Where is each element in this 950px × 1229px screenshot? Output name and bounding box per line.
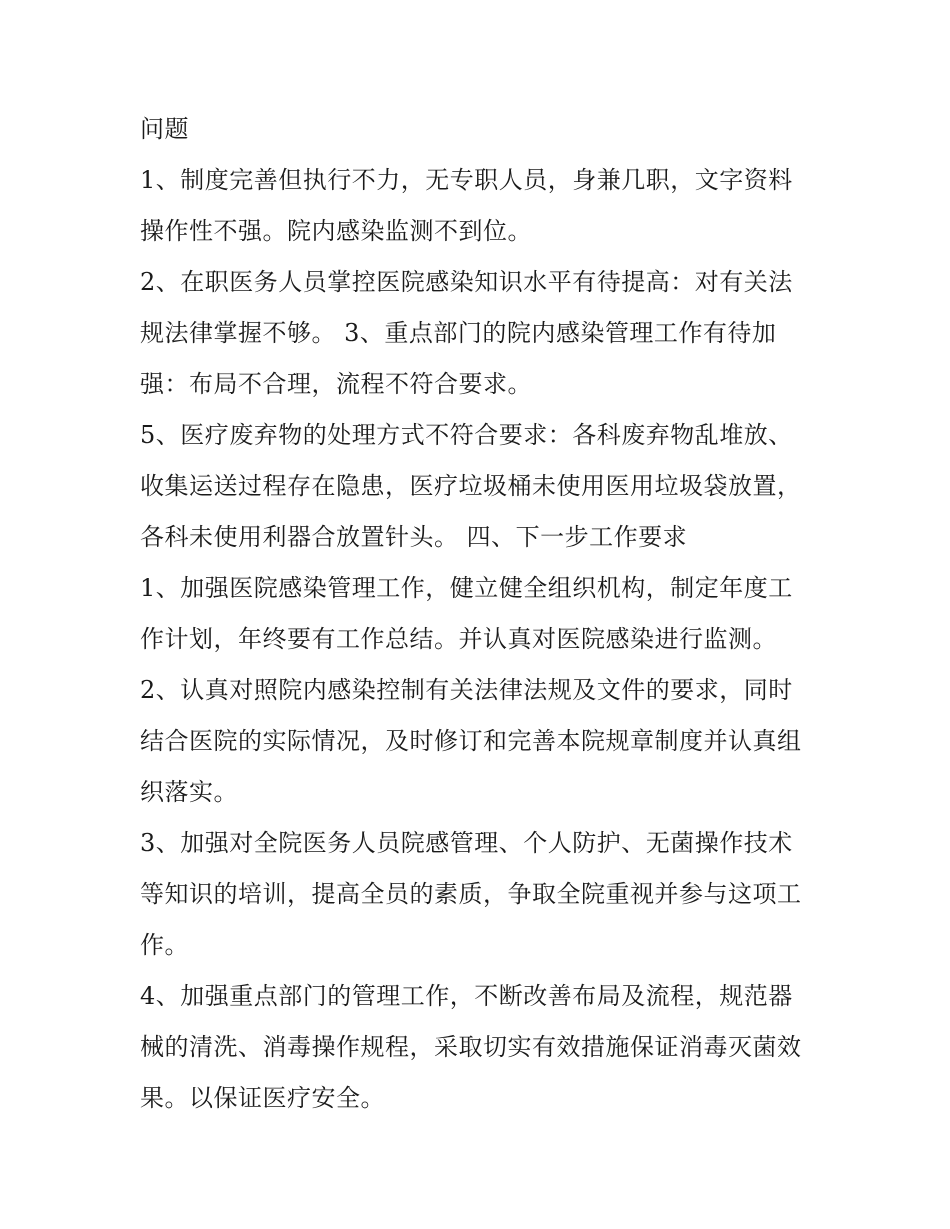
text-line: 4、加强重点部门的管理工作，不断改善布局及流程，规范器 [140, 982, 793, 1010]
text-line: 作计划，年终要有工作总结。并认真对医院感染进行监测。 [140, 625, 777, 653]
text-line: 5、医疗废弃物的处理方式不符合要求：各科废弃物乱堆放、 [140, 421, 793, 449]
text-line: 作。 [140, 931, 189, 959]
text-line: 各科未使用利器合放置针头。 四、下一步工作要求 [140, 523, 688, 551]
text-line: 织落实。 [140, 778, 238, 806]
document-body [140, 104, 820, 1124]
text-line: 2、认真对照院内感染控制有关法律法规及文件的要求，同时 [140, 676, 793, 704]
text-line: 2、在职医务人员掌控医院感染知识水平有待提高：对有关法 [140, 268, 793, 296]
text-line: 3、加强对全院医务人员院感管理、个人防护、无菌操作技术 [140, 829, 793, 857]
text-line: 规法律掌握不够。 3、重点部门的院内感染管理工作有待加 [140, 319, 777, 347]
text-line: 果。以保证医疗安全。 [140, 1084, 385, 1112]
text-line: 械的清洗、消毒操作规程，采取切实有效措施保证消毒灭菌效 [140, 1033, 802, 1061]
text-line: 强：布局不合理，流程不符合要求。 [140, 370, 532, 398]
text-line: 等知识的培训，提高全员的素质，争取全院重视并参与这项工 [140, 880, 802, 908]
text-line: 收集运送过程存在隐患，医疗垃圾桶未使用医用垃圾袋放置， [140, 472, 802, 500]
text-line: 结合医院的实际情况，及时修订和完善本院规章制度并认真组 [140, 727, 802, 755]
text-line: 1、制度完善但执行不力，无专职人员，身兼几职，文字资料 [140, 166, 793, 194]
text-line: 1、加强医院感染管理工作，健立健全组织机构，制定年度工 [140, 574, 793, 602]
section-heading: 问题 [140, 115, 189, 143]
text-line: 操作性不强。院内感染监测不到位。 [140, 217, 532, 245]
